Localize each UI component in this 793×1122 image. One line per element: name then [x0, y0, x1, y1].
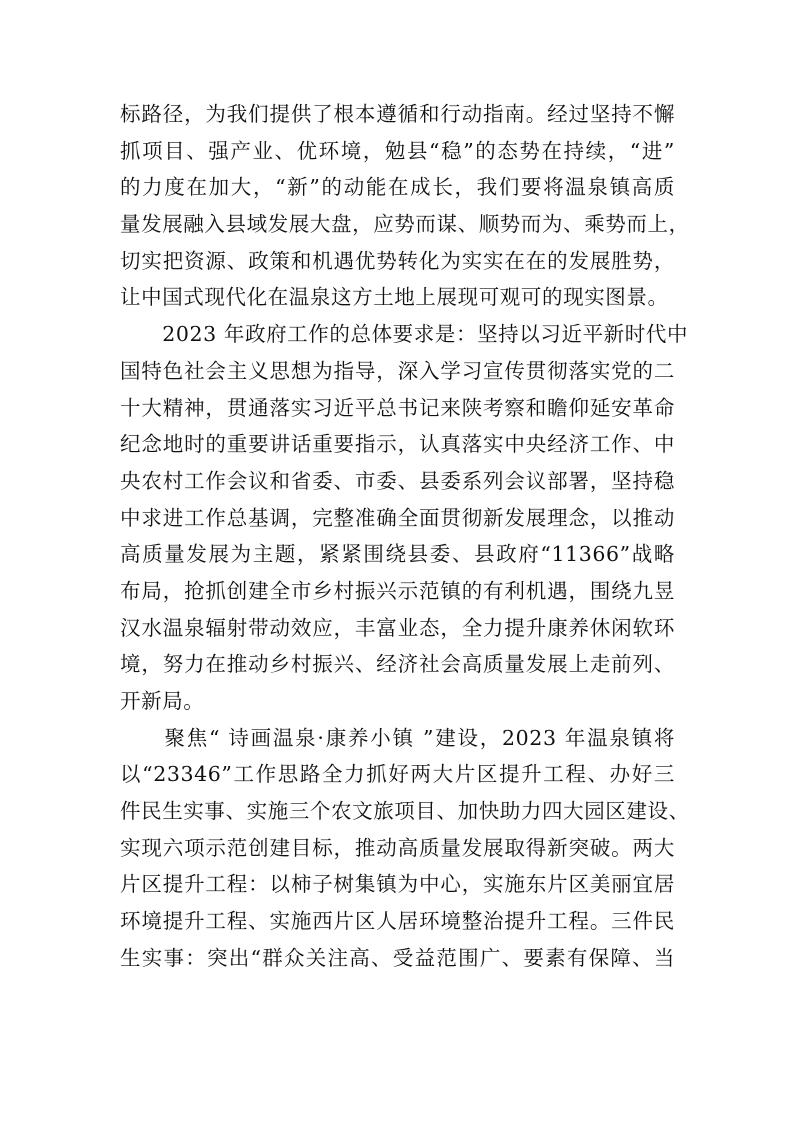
text-line: 生实事：突出“群众关注高、受益范围广、要素有保障、当 — [120, 945, 675, 970]
text-line: 实现六项示范创建目标，推动高质量发展取得新突破。两大 — [120, 835, 675, 860]
text-line: 切实把资源、政策和机遇优势转化为实实在在的发展胜势， — [120, 248, 675, 273]
text-line: 标路径，为我们提供了根本遵循和行动指南。经过坚持不懈 — [120, 102, 675, 126]
text-line: 以“23346”工作思路全力抓好两大片区提升工程、办好三 — [120, 762, 675, 787]
text-line: 境，努力在推动乡村振兴、经济社会高质量发展上走前列、 — [120, 652, 675, 677]
text-line: 汉水温泉辐射带动效应，丰富业态，全力提升康养休闲软环 — [120, 615, 675, 640]
body-text — [120, 96, 690, 977]
text-line: 2023 年政府工作的总体要求是：坚持以习近平新时代中 — [120, 322, 689, 347]
paragraph-1 — [120, 96, 690, 316]
text-line: 环境提升工程、实施西片区人居环境整治提升工程。三件民 — [120, 909, 675, 934]
text-line: 的力度在加大，“新”的动能在成长，我们要将温泉镇高质 — [120, 175, 675, 200]
text-line: 十大精神，贯通落实习近平总书记来陕考察和瞻仰延安革命 — [120, 395, 675, 420]
text-line: 抓项目、强产业、优环境，勉县“稳”的态势在持续，“进” — [120, 138, 675, 163]
text-line: 中求进工作总基调，完整准确全面贯彻新发展理念，以推动 — [120, 505, 675, 530]
paragraph-2 — [120, 316, 689, 720]
text-line: 纪念地时的重要讲话重要指示，认真落实中央经济工作、中 — [120, 432, 675, 457]
text-line: 开新局。 — [120, 689, 205, 713]
text-line: 片区提升工程：以柿子树集镇为中心，实施东片区美丽宜居 — [120, 872, 675, 897]
text-line: 聚焦“ 诗画温泉·康养小镇 ”建设，2023 年温泉镇将 — [120, 725, 675, 750]
paragraph-3 — [120, 720, 690, 977]
text-line: 量发展融入县域发展大盘，应势而谋、顺势而为、乘势而上， — [120, 212, 690, 237]
text-line: 布局，抢抓创建全市乡村振兴示范镇的有利机遇，围绕九昱 — [120, 578, 675, 603]
text-line: 央农村工作会议和省委、市委、县委系列会议部署，坚持稳 — [120, 468, 675, 493]
text-line: 件民生实事、实施三个农文旅项目、加快助力四大园区建设、 — [120, 799, 690, 824]
text-line: 高质量发展为主题，紧紧围绕县委、县政府“11366”战略 — [120, 542, 675, 567]
text-line: 让中国式现代化在温泉这方土地上展现可观可的现实图景。 — [120, 285, 669, 310]
text-line: 国特色社会主义思想为指导，深入学习宣传贯彻落实党的二 — [120, 358, 675, 383]
